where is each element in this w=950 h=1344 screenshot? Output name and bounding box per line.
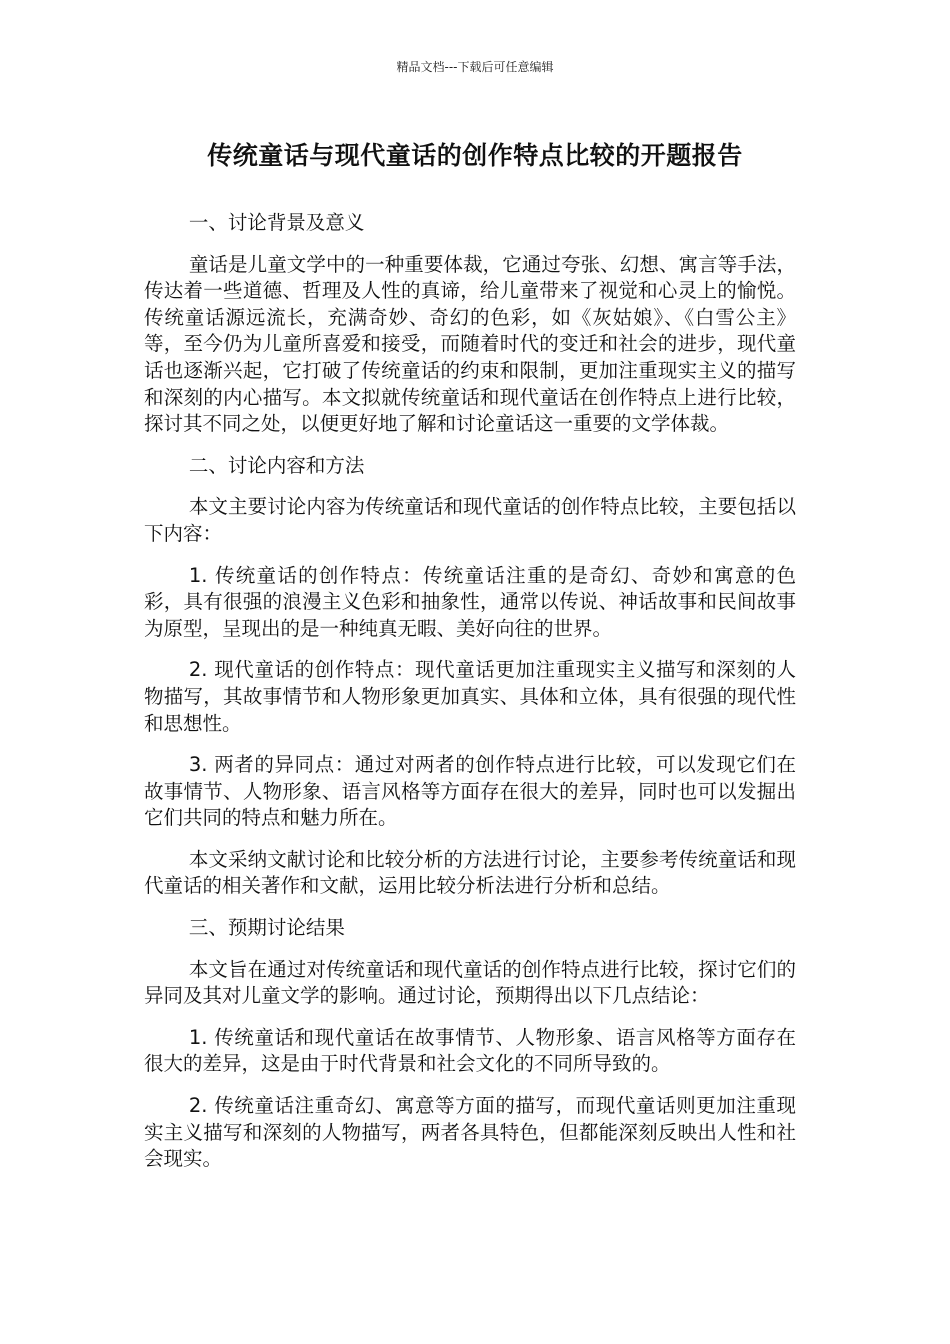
section-heading-content-method: 二、讨论内容和方法 bbox=[188, 453, 365, 477]
list-item-conclusion-1: 1. 传统童话和现代童话在故事情节、人物形象、语言风格等方面存在很大的差异，这是由于时代背景和社会文化的不同所导致的。 bbox=[144, 1025, 796, 1076]
list-item-traditional: 1. 传统童话的创作特点：传统童话注重的是奇幻、奇妙和寓意的色彩，具有很强的浪漫主义色彩和抽象性，通常以传说、神话故事和民间故事为原型，呈现出的是一种纯真无暇、美好向往的世界。 bbox=[144, 563, 796, 640]
header-note: 精品文档---下载后可任意编辑 bbox=[396, 60, 554, 74]
section-heading-background: 一、讨论背景及意义 bbox=[188, 211, 365, 234]
document-body bbox=[144, 210, 796, 1188]
list-item-modern: 2. 现代童话的创作特点：现代童话更加注重现实主义描写和深刻的人物描写，其故事情节和人物形象更加真实、具体和立体，具有很强的现代性和思想性。 bbox=[144, 658, 796, 735]
paragraph-method: 本文采纳文献讨论和比较分析的方法进行讨论，主要参考传统童话和现代童话的相关著作和文献，运用比较分析法进行分析和总结。 bbox=[144, 847, 796, 898]
paragraph-content-intro: 本文主要讨论内容为传统童话和现代童话的创作特点比较，主要包括以下内容： bbox=[144, 495, 796, 545]
section-heading-expected-results: 三、预期讨论结果 bbox=[188, 916, 345, 940]
list-item-conclusion-2: 2. 传统童话注重奇幻、寓意等方面的描写，而现代童话则更加注重现实主义描写和深刻的人物描写，两者各具特色，但都能深刻反映出人性和社会现实。 bbox=[144, 1094, 796, 1171]
list-item-comparison: 3. 两者的异同点：通过对两者的创作特点进行比较，可以发现它们在故事情节、人物形象、语言风格等方面存在很大的差异，同时也可以发掘出它们共同的特点和魅力所在。 bbox=[144, 753, 796, 830]
paragraph-background: 童话是儿童文学中的一种重要体裁，它通过夸张、幻想、寓言等手法，传达着一些道德、哲理及人性的真谛，给儿童带来了视觉和心灵上的愉悦。传统童话源远流长，充满奇妙、奇幻的色彩，如《灰姑娘》、《白雪公主》等，至今仍为儿童所喜爱和接受，而随着时代的变迁和社会的进步，现代童话也逐渐兴起，它打破了传统童话的约束和限制，更加注重现实主义的描写和深刻的内心描写。本文拟就传统童话和现代童话在创作特点上进行比较，探讨其不同之处，以便更好地了解和讨论童话这一重要的文学体裁。 bbox=[144, 252, 796, 436]
paragraph-expected-intro: 本文旨在通过对传统童话和现代童话的创作特点进行比较，探讨它们的异同及其对儿童文学的影响。通过讨论，预期得出以下几点结论： bbox=[144, 957, 796, 1008]
document-title: 传统童话与现代童话的创作特点比较的开题报告 bbox=[207, 141, 743, 170]
